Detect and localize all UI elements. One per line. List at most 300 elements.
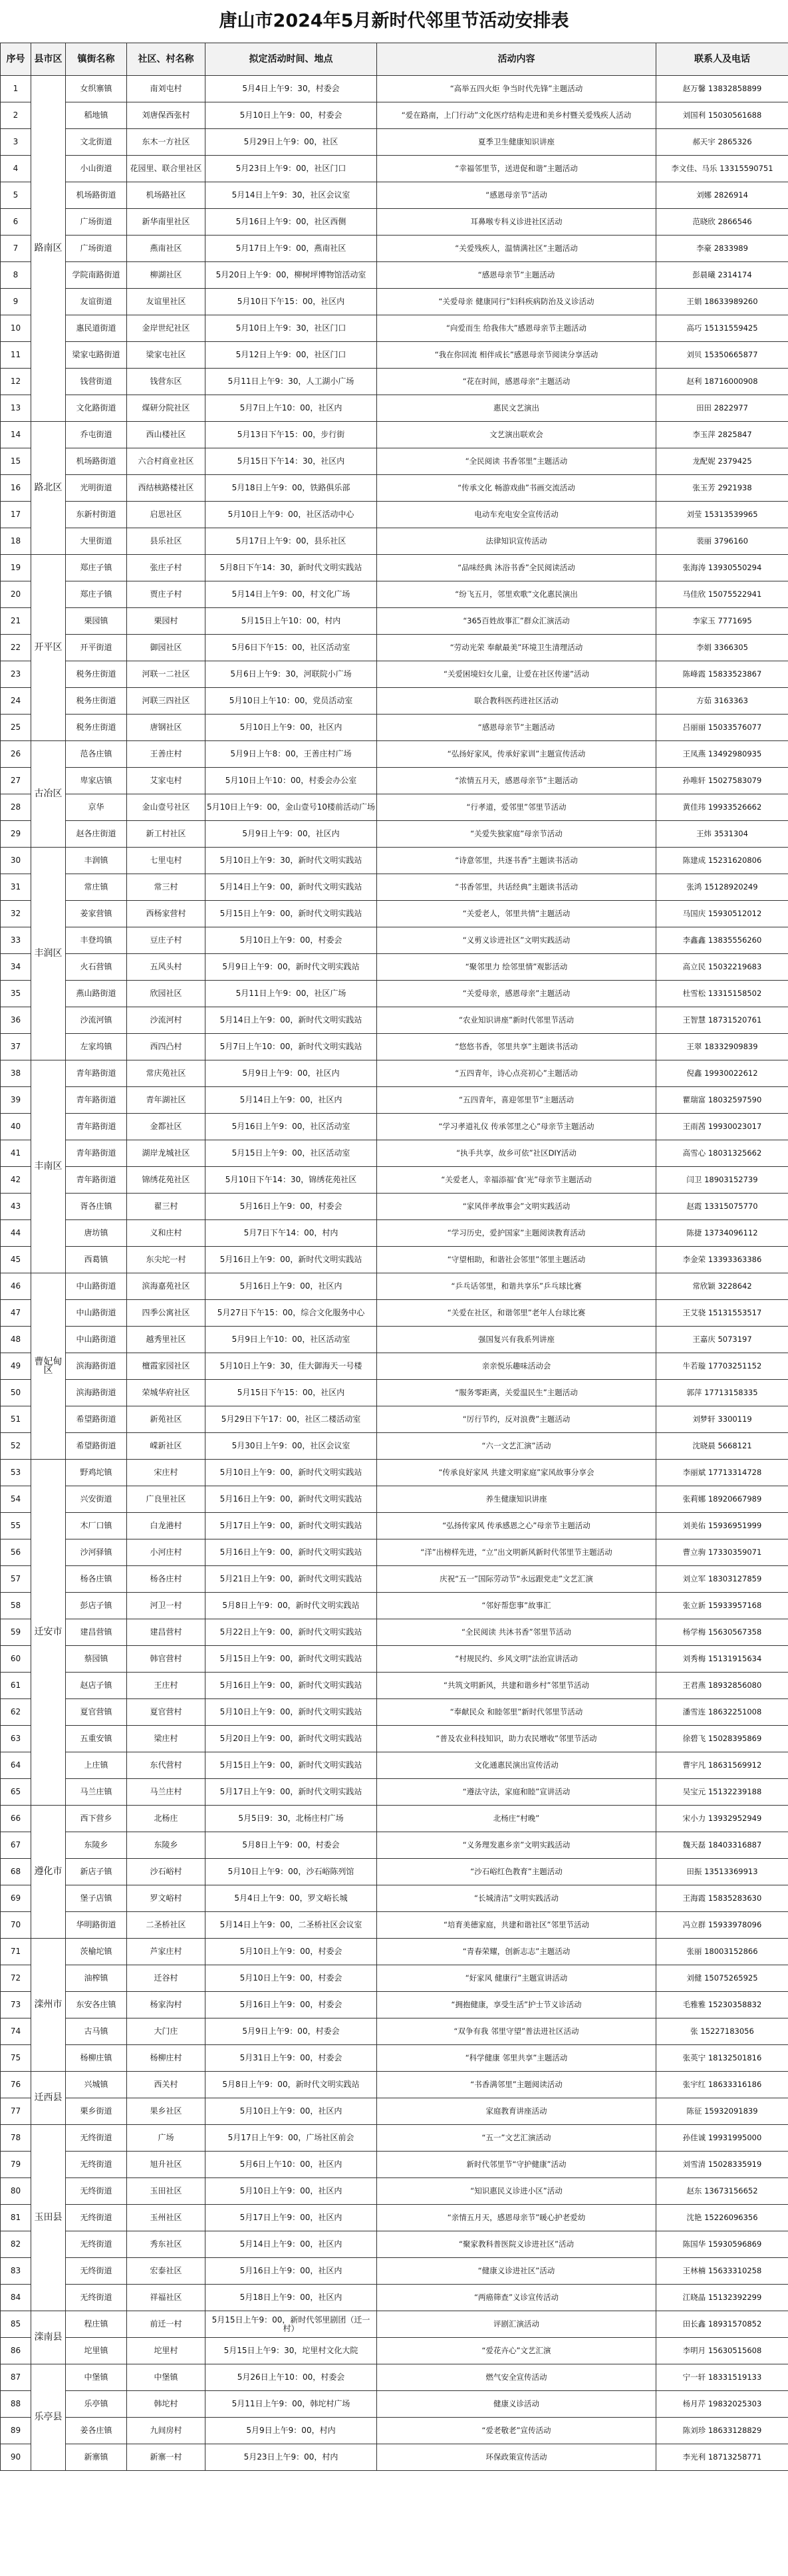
cell-time-place: 5月6日下午15：00，社区活动室 [205, 635, 377, 661]
cell-town: 东新村街道 [66, 502, 127, 528]
table-row [1, 1114, 788, 1140]
cell-content: 家庭教育讲座活动 [377, 2098, 656, 2125]
cell-content: 燃气安全宣传活动 [377, 2364, 656, 2391]
cell-time-place: 5月14日上午9：00，社区内 [205, 2231, 377, 2258]
cell-content: 夏季卫生健康知识讲座 [377, 129, 656, 156]
cell-community: 煤研分院社区 [127, 395, 205, 422]
cell-community: 四季公寓社区 [127, 1300, 205, 1327]
table-row [1, 794, 788, 821]
cell-contact: 李玉萍 2825847 [656, 422, 788, 448]
schedule-table [0, 43, 788, 2471]
cell-time-place: 5月14日上午9：00，新时代文明实践站 [205, 874, 377, 901]
cell-contact: 潘雪连 18632251008 [656, 1699, 788, 1726]
cell-index: 63 [1, 1726, 31, 1752]
table-row [1, 608, 788, 635]
cell-index: 83 [1, 2258, 31, 2285]
cell-contact: 张丽 18003152866 [656, 1939, 788, 1965]
cell-content: 评剧汇演活动 [377, 2311, 656, 2338]
cell-time-place: 5月10日上午9：00，社区内 [205, 2178, 377, 2205]
cell-content: “家风伴孝故事会”文明实践活动 [377, 1194, 656, 1220]
cell-content: “书香满邻里”主题阅读活动 [377, 2072, 656, 2098]
cell-index: 75 [1, 2045, 31, 2072]
table-row [1, 1007, 788, 1034]
cell-contact: 高雪心 18031325662 [656, 1140, 788, 1167]
cell-contact: 孙佳诚 19931995000 [656, 2125, 788, 2152]
cell-contact: 张玉芳 2921938 [656, 475, 788, 502]
cell-town: 丰登坞镇 [66, 927, 127, 954]
cell-contact: 宁一轩 18331519133 [656, 2364, 788, 2391]
table-row [1, 1646, 788, 1673]
cell-content: “关爱在社区，和谐邻里”老年人台球比赛 [377, 1300, 656, 1327]
cell-index: 5 [1, 182, 31, 209]
cell-town: 坨里镇 [66, 2338, 127, 2364]
cell-time-place: 5月15日上午9：00，社区活动室 [205, 1140, 377, 1167]
cell-index: 46 [1, 1273, 31, 1300]
cell-time-place: 5月22日上午9：00，新时代文明实践站 [205, 1619, 377, 1646]
table-row [1, 2098, 788, 2125]
cell-index: 74 [1, 2018, 31, 2045]
table-row [1, 2231, 788, 2258]
cell-time-place: 5月15日下午15：00，社区内 [205, 1380, 377, 1406]
table-row [1, 2311, 788, 2338]
cell-town: 燕山路街道 [66, 981, 127, 1007]
cell-index: 53 [1, 1460, 31, 1486]
table-row [1, 475, 788, 502]
cell-time-place: 5月14日上午9：00，村文化广场 [205, 581, 377, 608]
cell-content: “纷飞五月，邻里欢歌”文化惠民演出 [377, 581, 656, 608]
cell-contact: 沈艳 15226096356 [656, 2205, 788, 2231]
cell-time-place: 5月16日上午9：00，社区内 [205, 1273, 377, 1300]
cell-town: 无终街道 [66, 2125, 127, 2152]
cell-community: 果乡社区 [127, 2098, 205, 2125]
cell-time-place: 5月16日上午9：00，社区内 [205, 2258, 377, 2285]
cell-town: 文北街道 [66, 129, 127, 156]
cell-content: “品味经典 沐浴书香”全民阅读活动 [377, 555, 656, 581]
cell-community: 旭升社区 [127, 2152, 205, 2178]
cell-town: 郑庄子镇 [66, 581, 127, 608]
cell-index: 48 [1, 1327, 31, 1353]
table-row [1, 289, 788, 315]
cell-town: 左家坞镇 [66, 1034, 127, 1060]
table-row [1, 1273, 788, 1300]
cell-town: 西下营乡 [66, 1806, 127, 1832]
cell-content: “邻好帮您事”故事汇 [377, 1593, 656, 1619]
cell-time-place: 5月10日上午9：00，沙石峪陈列馆 [205, 1859, 377, 1885]
cell-time-place: 5月10日上午10：00，党员活动室 [205, 688, 377, 715]
cell-contact: 郝天宇 2865326 [656, 129, 788, 156]
cell-index: 73 [1, 1992, 31, 2018]
cell-county: 迁西县 [31, 2072, 66, 2125]
cell-content: “关爱残疾人，温情满社区”主题活动 [377, 236, 656, 262]
cell-town: 兴安街道 [66, 1486, 127, 1513]
cell-town: 华明路街道 [66, 1912, 127, 1939]
table-row [1, 528, 788, 555]
cell-contact: 刘立军 18303127859 [656, 1566, 788, 1593]
table-row [1, 502, 788, 528]
cell-content: 环保政策宣传活动 [377, 2444, 656, 2471]
cell-town: 税务庄街道 [66, 715, 127, 741]
cell-index: 55 [1, 1513, 31, 1539]
header-community: 社区、村名称 [127, 43, 205, 76]
cell-community: 五风头村 [127, 954, 205, 981]
cell-content: “感恩母亲节”主题活动 [377, 715, 656, 741]
cell-time-place: 5月14日上午9：00，社区内 [205, 1087, 377, 1114]
cell-time-place: 5月10日下午15：00，社区内 [205, 289, 377, 315]
cell-county: 路北区 [31, 422, 66, 555]
cell-contact: 江晓晶 15132392299 [656, 2285, 788, 2311]
cell-index: 42 [1, 1167, 31, 1194]
cell-community: 王善庄村 [127, 741, 205, 768]
cell-content: “健康义诊进社区”活动 [377, 2258, 656, 2285]
cell-county: 滦南县 [31, 2311, 66, 2364]
cell-index: 90 [1, 2444, 31, 2471]
cell-contact: 王君燕 18932856080 [656, 1673, 788, 1699]
cell-contact: 陈征 15932091839 [656, 2098, 788, 2125]
cell-community: 杨柳庄村 [127, 2045, 205, 2072]
cell-county: 丰润区 [31, 848, 66, 1060]
table-row [1, 2125, 788, 2152]
table-row [1, 1673, 788, 1699]
cell-county: 乐亭县 [31, 2364, 66, 2471]
cell-index: 57 [1, 1566, 31, 1593]
cell-town: 沙流河镇 [66, 1007, 127, 1034]
cell-town: 中堡镇 [66, 2364, 127, 2391]
cell-content: “我在你回流 相伴成长”感恩母亲节阅读分享活动 [377, 342, 656, 369]
cell-town: 中山路街道 [66, 1300, 127, 1327]
cell-index: 3 [1, 129, 31, 156]
cell-county: 路南区 [31, 76, 66, 422]
table-row [1, 768, 788, 794]
cell-contact: 张鸿 15128920249 [656, 874, 788, 901]
cell-index: 67 [1, 1832, 31, 1859]
cell-index: 41 [1, 1140, 31, 1167]
cell-community: 西杨家营村 [127, 901, 205, 927]
cell-index: 24 [1, 688, 31, 715]
cell-community: 东木一方社区 [127, 129, 205, 156]
cell-index: 6 [1, 209, 31, 236]
cell-time-place: 5月9日上午9：00，社区内 [205, 821, 377, 848]
cell-content: “聚家教科普医院义诊进社区”活动 [377, 2231, 656, 2258]
cell-time-place: 5月6日上午10：00，社区内 [205, 2152, 377, 2178]
cell-time-place: 5月13日下午15：00，步行街 [205, 422, 377, 448]
cell-community: 义和庄村 [127, 1220, 205, 1247]
cell-time-place: 5月18日上午9：00，铁路俱乐部 [205, 475, 377, 502]
table-row [1, 422, 788, 448]
cell-index: 50 [1, 1380, 31, 1406]
cell-contact: 方茹 3163363 [656, 688, 788, 715]
cell-town: 希望路街道 [66, 1406, 127, 1433]
cell-community: 沙石峪村 [127, 1859, 205, 1885]
cell-index: 43 [1, 1194, 31, 1220]
cell-contact: 刘健 15075265925 [656, 1965, 788, 1992]
cell-content: “培育美德家庭，共建和谐社区”邻里节活动 [377, 1912, 656, 1939]
cell-index: 47 [1, 1300, 31, 1327]
cell-town: 小山街道 [66, 156, 127, 182]
cell-contact: 杨学梅 15630567358 [656, 1619, 788, 1646]
table-row [1, 1726, 788, 1752]
cell-content: “好家风 健康行”主题宣讲活动 [377, 1965, 656, 1992]
table-row [1, 2178, 788, 2205]
cell-content: “悠悠书香，邻里共享”主题读书活动 [377, 1034, 656, 1060]
cell-community: 广良里社区 [127, 1486, 205, 1513]
cell-index: 79 [1, 2152, 31, 2178]
cell-town: 钱营街道 [66, 369, 127, 395]
cell-content: “全民阅读 共沐书香”邻里节活动 [377, 1619, 656, 1646]
cell-contact: 陈刘珍 18633128829 [656, 2418, 788, 2444]
cell-content: 联合教科医药进社区活动 [377, 688, 656, 715]
cell-town: 栗乡街道 [66, 2098, 127, 2125]
cell-contact: 牛若璇 17703251152 [656, 1353, 788, 1380]
cell-time-place: 5月10日上午9：00，村委会 [205, 1939, 377, 1965]
cell-county: 丰南区 [31, 1060, 66, 1273]
cell-contact: 李丽斌 17713314728 [656, 1460, 788, 1486]
table-row [1, 715, 788, 741]
table-row [1, 2045, 788, 2072]
table-row [1, 342, 788, 369]
cell-time-place: 5月16日上午9：00，社区活动室 [205, 1114, 377, 1140]
cell-community: 西四凸村 [127, 1034, 205, 1060]
cell-time-place: 5月18日上午9：00，社区内 [205, 2285, 377, 2311]
table-row [1, 448, 788, 475]
cell-index: 81 [1, 2205, 31, 2231]
cell-contact: 毛雅雅 15230358832 [656, 1992, 788, 2018]
cell-index: 80 [1, 2178, 31, 2205]
cell-contact: 马国庆 15930512012 [656, 901, 788, 927]
cell-community: 河联一二社区 [127, 661, 205, 688]
table-row [1, 2072, 788, 2098]
table-row [1, 2205, 788, 2231]
table-row [1, 1034, 788, 1060]
cell-contact: 田田 2822977 [656, 395, 788, 422]
table-row [1, 1194, 788, 1220]
cell-community: 东代营村 [127, 1752, 205, 1779]
table-row [1, 156, 788, 182]
cell-index: 71 [1, 1939, 31, 1965]
cell-community: 宏泰社区 [127, 2258, 205, 2285]
cell-content: “聚邻里力 绘邻里情”观影活动 [377, 954, 656, 981]
cell-content: “向爱而生 给我伟大”感恩母亲节主题活动 [377, 315, 656, 342]
cell-content: “花在时间，感恩母亲”主题活动 [377, 369, 656, 395]
cell-contact: 龙配妮 2379425 [656, 448, 788, 475]
cell-time-place: 5月9日上午9：00，新时代文明实践站 [205, 954, 377, 981]
cell-county: 玉田县 [31, 2125, 66, 2311]
cell-contact: 王嘉庆 5073197 [656, 1327, 788, 1353]
cell-content: “书香邻里，共话经典”主题读书活动 [377, 874, 656, 901]
cell-index: 58 [1, 1593, 31, 1619]
cell-town: 无终街道 [66, 2152, 127, 2178]
cell-community: 青年湖社区 [127, 1087, 205, 1114]
cell-community: 嵘新社区 [127, 1433, 205, 1460]
cell-town: 姜家营镇 [66, 901, 127, 927]
table-row [1, 1486, 788, 1513]
cell-community: 祥福社区 [127, 2285, 205, 2311]
cell-town: 无终街道 [66, 2231, 127, 2258]
cell-contact: 宋小力 13932952949 [656, 1806, 788, 1832]
cell-town: 东安各庄镇 [66, 1992, 127, 2018]
cell-content: “关爱失独家庭”母亲节活动 [377, 821, 656, 848]
cell-town: 光明街道 [66, 475, 127, 502]
cell-time-place: 5月30日上午9：00，社区会议室 [205, 1433, 377, 1460]
cell-time-place: 5月5日9：30，北杨庄村广场 [205, 1806, 377, 1832]
cell-community: 滨海嘉苑社区 [127, 1273, 205, 1300]
table-row [1, 76, 788, 102]
table-row [1, 1832, 788, 1859]
cell-content: 庆祝“五一”国际劳动节“永远跟党走”文艺汇演 [377, 1566, 656, 1593]
table-row [1, 2258, 788, 2285]
cell-town: 建昌营镇 [66, 1619, 127, 1646]
cell-town: 无终街道 [66, 2258, 127, 2285]
cell-community: 迁谷村 [127, 1965, 205, 1992]
cell-town: 火石营镇 [66, 954, 127, 981]
table-body [1, 76, 788, 2471]
cell-index: 40 [1, 1114, 31, 1140]
cell-contact: 孙唯轩 15027583079 [656, 768, 788, 794]
cell-time-place: 5月16日上午9：00，新时代文明实践站 [205, 1539, 377, 1566]
cell-community: 燕南社区 [127, 236, 205, 262]
cell-time-place: 5月15日上午9：00，新时代文明实践站 [205, 901, 377, 927]
cell-town: 沙河驿镇 [66, 1539, 127, 1566]
table-row [1, 821, 788, 848]
cell-town: 卑家店镇 [66, 768, 127, 794]
cell-time-place: 5月4日上午9：30，村委会 [205, 76, 377, 102]
cell-index: 34 [1, 954, 31, 981]
cell-index: 19 [1, 555, 31, 581]
cell-contact: 徐碧飞 15028395869 [656, 1726, 788, 1752]
cell-community: 梁庄村 [127, 1726, 205, 1752]
cell-index: 7 [1, 236, 31, 262]
cell-time-place: 5月15日上午10：00，村内 [205, 608, 377, 635]
cell-time-place: 5月10日上午9：00，村委会 [205, 102, 377, 129]
cell-town: 无终街道 [66, 2285, 127, 2311]
cell-time-place: 5月20日上午9：00，新时代文明实践站 [205, 1726, 377, 1752]
header-content: 活动内容 [377, 43, 656, 76]
cell-contact: 田长鑫 18931570852 [656, 2311, 788, 2338]
table-row [1, 981, 788, 1007]
cell-content: “弘扬传家风 传承感恩之心”母亲节主题活动 [377, 1513, 656, 1539]
cell-index: 21 [1, 608, 31, 635]
cell-county: 迁安市 [31, 1460, 66, 1806]
cell-time-place: 5月15日上午9：00，新时代文明实践站 [205, 1646, 377, 1673]
cell-index: 77 [1, 2098, 31, 2125]
cell-contact: 裴丽 3796160 [656, 528, 788, 555]
cell-content: “传承良好家风 共建文明家庭”家风故事分享会 [377, 1460, 656, 1486]
cell-time-place: 5月4日上午9：00，罗文峪长城 [205, 1885, 377, 1912]
cell-index: 9 [1, 289, 31, 315]
cell-contact: 王智慧 18731520761 [656, 1007, 788, 1034]
cell-contact: 吕丽丽 15033576077 [656, 715, 788, 741]
cell-index: 11 [1, 342, 31, 369]
cell-town: 新寨镇 [66, 2444, 127, 2471]
header-time-place: 拟定活动时间、地点 [205, 43, 377, 76]
cell-index: 13 [1, 395, 31, 422]
cell-content: “弘扬好家风，传承好家训”主题宣传活动 [377, 741, 656, 768]
table-row [1, 2338, 788, 2364]
header-index: 序号 [1, 43, 31, 76]
cell-town: 杨柳庄镇 [66, 2045, 127, 2072]
table-row [1, 1380, 788, 1406]
cell-time-place: 5月10日下午14：30，锦绣花苑社区 [205, 1167, 377, 1194]
cell-content: “行孝道，爱邻里”邻里节活动 [377, 794, 656, 821]
cell-town: 兴城镇 [66, 2072, 127, 2098]
cell-time-place: 5月17日上午9：00，燕南社区 [205, 236, 377, 262]
table-row [1, 1619, 788, 1646]
table-row [1, 901, 788, 927]
header-county: 县市区 [31, 43, 66, 76]
cell-contact: 马佳欣 15075522941 [656, 581, 788, 608]
cell-town: 常庄镇 [66, 874, 127, 901]
cell-time-place: 5月10日上午9：00，金山壹号10楼前活动广场 [205, 794, 377, 821]
cell-content: “关爱老人，幸福添福‘食’光”母亲节主题活动 [377, 1167, 656, 1194]
table-row [1, 1087, 788, 1114]
cell-content: “义剪义诊进社区”文明实践活动 [377, 927, 656, 954]
cell-content: “六一文艺汇演”活动 [377, 1433, 656, 1460]
cell-contact: 张宇红 18633316186 [656, 2072, 788, 2098]
cell-community: 韩坨村 [127, 2391, 205, 2418]
cell-community: 韩官营村 [127, 1646, 205, 1673]
cell-time-place: 5月7日下午14：00，村内 [205, 1220, 377, 1247]
cell-index: 64 [1, 1752, 31, 1779]
cell-contact: 魏天磊 18403316887 [656, 1832, 788, 1859]
cell-index: 69 [1, 1885, 31, 1912]
table-row [1, 661, 788, 688]
cell-time-place: 5月14日上午9：00，新时代文明实践站 [205, 1007, 377, 1034]
cell-town: 范各庄镇 [66, 741, 127, 768]
cell-town: 栗园镇 [66, 608, 127, 635]
cell-community: 王庄村 [127, 1673, 205, 1699]
cell-time-place: 5月8日上午9：00，村委会 [205, 1832, 377, 1859]
cell-community: 芦家庄村 [127, 1939, 205, 1965]
cell-time-place: 5月16日上午9：00，村委会 [205, 1992, 377, 2018]
cell-index: 44 [1, 1220, 31, 1247]
cell-community: 欣园社区 [127, 981, 205, 1007]
cell-town: 滨海路街道 [66, 1353, 127, 1380]
table-row [1, 1806, 788, 1832]
cell-community: 秀东社区 [127, 2231, 205, 2258]
cell-town: 机场路街道 [66, 182, 127, 209]
cell-community: 西山楼社区 [127, 422, 205, 448]
cell-community: 常庆苑社区 [127, 1060, 205, 1087]
cell-time-place: 5月29日下午17：00，社区二楼活动室 [205, 1406, 377, 1433]
cell-index: 8 [1, 262, 31, 289]
cell-contact: 赵利 18716000908 [656, 369, 788, 395]
cell-contact: 杜雪松 13315158502 [656, 981, 788, 1007]
cell-content: “两癌筛查”义诊宣传活动 [377, 2285, 656, 2311]
cell-community: 夏官营村 [127, 1699, 205, 1726]
cell-time-place: 5月7日上午10：00，社区内 [205, 395, 377, 422]
cell-time-place: 5月10日上午9：00，村委会 [205, 1965, 377, 1992]
cell-index: 20 [1, 581, 31, 608]
cell-community: 越秀里社区 [127, 1327, 205, 1353]
table-row [1, 1965, 788, 1992]
cell-town: 古马镇 [66, 2018, 127, 2045]
cell-index: 26 [1, 741, 31, 768]
cell-index: 61 [1, 1673, 31, 1699]
table-row [1, 2285, 788, 2311]
cell-content: “五四青年，喜迎邻里节”主题活动 [377, 1087, 656, 1114]
cell-content: “农业知识讲座”新时代邻里节活动 [377, 1007, 656, 1034]
header-contact: 联系人及电话 [656, 43, 788, 76]
cell-community: 西关村 [127, 2072, 205, 2098]
cell-town: 东陵乡 [66, 1832, 127, 1859]
cell-content: “亲情五月天，感恩母亲节”暖心护老爱幼 [377, 2205, 656, 2231]
cell-time-place: 5月23日上午9：00，社区门口 [205, 156, 377, 182]
cell-time-place: 5月17日上午9：00，新时代文明实践站 [205, 1779, 377, 1806]
cell-index: 37 [1, 1034, 31, 1060]
cell-community: 新寨一村 [127, 2444, 205, 2471]
cell-contact: 李文佳、马乐 13315590751 [656, 156, 788, 182]
cell-time-place: 5月9日上午8：00，王善庄村广场 [205, 741, 377, 768]
cell-town: 油榨镇 [66, 1965, 127, 1992]
